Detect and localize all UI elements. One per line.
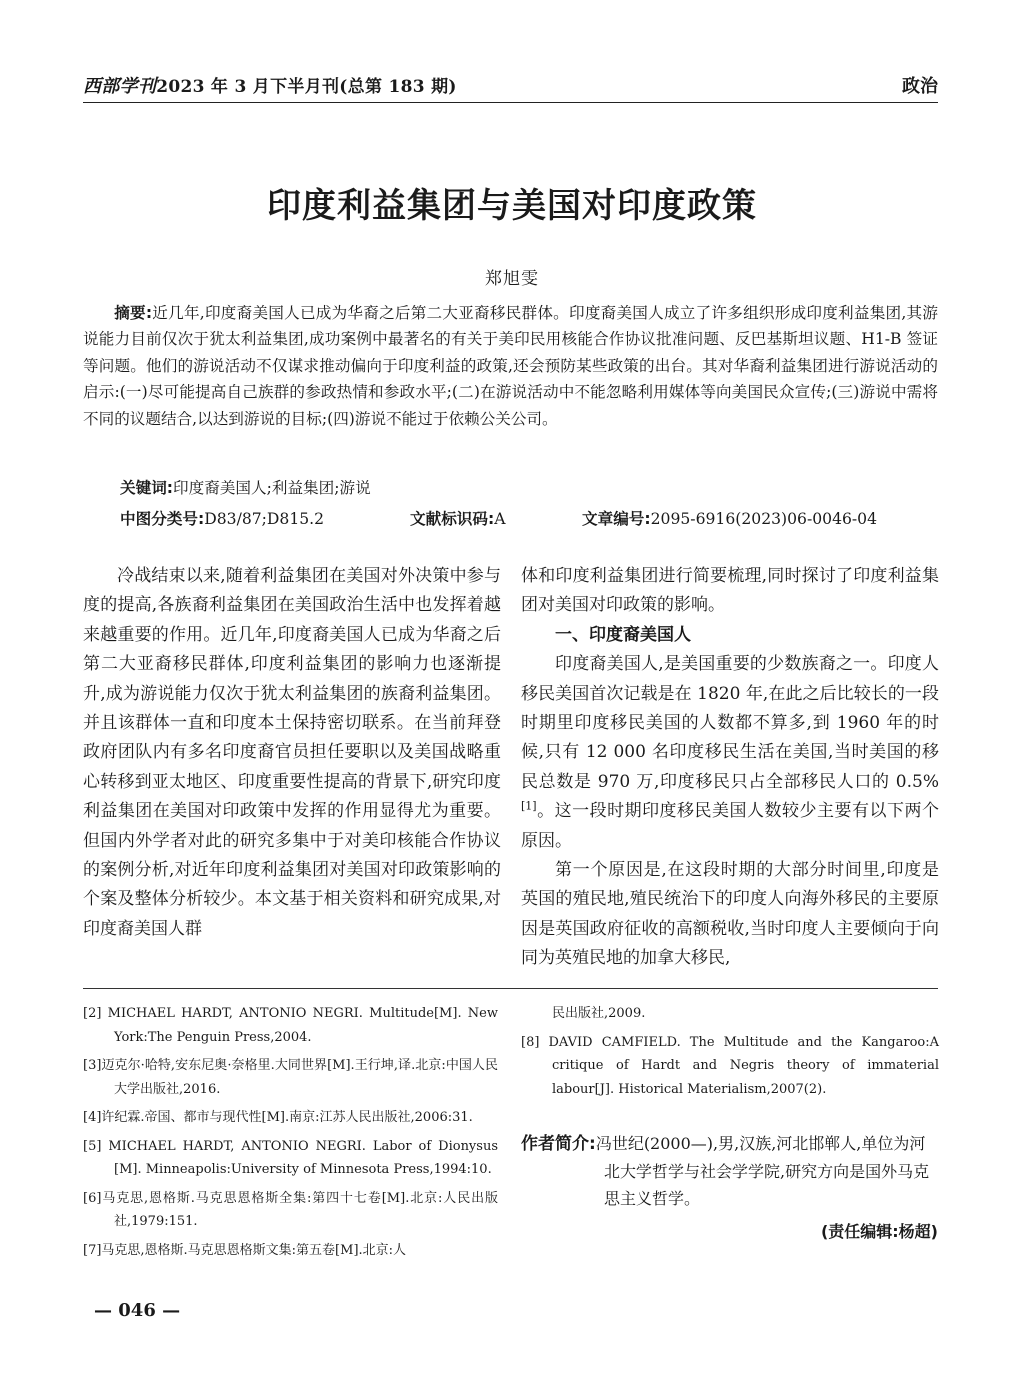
body-paragraph: 第一个原因是,在这段时期的大部分时间里,印度是英国的殖民地,殖民统治下的印度人向海外移民的主要原因是英国政府征收的高额税收,当时印度人主要倾向于向同为英殖民地的加拿大移民,: [521, 860, 939, 969]
page-number: — 046 —: [94, 1300, 181, 1321]
responsible-editor: (责任编辑:杨超): [820, 1222, 938, 1241]
issue-info: 2023 年 3 月下半月刊(总第 183 期): [156, 77, 457, 97]
document-code: [410, 507, 505, 529]
paragraph-text-end: 。这一段时期印度移民美国人数较少主要有以下两个原因。: [521, 801, 939, 851]
header-rule: [83, 102, 938, 103]
abstract-text: 近几年,印度裔美国人已成为华裔之后第二大亚裔移民群体。印度裔美国人成立了许多组织形成印度利益集团,其游说能力目前仅次于犹太利益集团,成功案例中最著名的有关于美印民用核能合作协议批准问题、反巴基斯坦议题、H1-B 签证等问题。他们的游说活动不仅谋求推动偏向于印度利益的政策,还会预防某些政策的出台。其对华裔利益集团进行游说活动的启示:(一)尽可能提高自己族群的参政热情和参政水平;(二)在游说活动中不能忽略利用媒体等向美国民众宣传;(三)游说中需将不同的议题结合,以达到游说的目标;(四)游说不能过于依赖公关公司。: [83, 304, 938, 428]
section-label: 政治: [902, 76, 938, 97]
reference-item: [2] MICHAEL HARDT, ANTONIO NEGRI. Multitude[M]. New York:The Penguin Press,2004.: [83, 1006, 498, 1045]
article-title: 印度利益集团与美国对印度政策: [267, 186, 757, 226]
reference-item: [8] DAVID CAMFIELD. The Multitude and the Kangaroo:A critique of Hardt and Negris theory of immaterial labour[J]. Historical Materialism,2007(2).: [521, 1034, 939, 1097]
abstract: [83, 300, 938, 432]
references-left: [83, 1002, 498, 1267]
clc-label: 中图分类号:: [120, 510, 205, 528]
journal-issue: [83, 72, 457, 98]
body-paragraph: [521, 650, 939, 856]
reference-continuation: 民出版社,2009.: [552, 1006, 646, 1021]
running-header: [83, 72, 938, 98]
doc-value: A: [494, 510, 506, 528]
keywords-text: 印度裔美国人;利益集团;游说: [173, 479, 371, 497]
reference-item: [6]马克思,恩格斯.马克思恩格斯全集:第四十七卷[M].北京:人民出版社,1979:151.: [83, 1190, 498, 1229]
reference-item: [3]迈克尔·哈特,安东尼奥·奈格里.大同世界[M].王行坤,译.北京:中国人民大学出版社,2016.: [83, 1058, 498, 1097]
paragraph-text: 印度裔美国人,是美国重要的少数族裔之一。印度人移民美国首次记载是在 1820 年,在此之后比较长的一段时期里印度移民美国的人数都不算多,到 1960 年的时候,只有 12 000 名印度移民生活在美国,当时美国的移民总数是 970 万,印度移民只占全部移民人口的 0.5%: [521, 654, 939, 792]
article-label: 文章编号:: [582, 510, 651, 528]
section-heading: 一、印度裔美国人: [555, 624, 691, 645]
reference-item: [7]马克思,恩格斯.马克思恩格斯文集:第五卷[M].北京:人: [83, 1242, 407, 1258]
article-number: [582, 507, 877, 529]
clc-number: [120, 507, 324, 529]
article-value: 2095-6916(2023)06-0046-04: [650, 510, 878, 528]
body-column-right: [521, 562, 939, 974]
author-bio-label: 作者简介:: [521, 1134, 596, 1154]
body-paragraph: 冷战结束以来,随着利益集团在美国对外决策中参与度的提高,各族裔利益集团在美国政治生活中也发挥着越来越重要的作用。近几年,印度裔美国人已成为华裔之后第二大亚裔移民群体,印度利益集团的影响力也逐渐提升,成为游说能力仅次于犹太利益集团的族裔利益集团。并且该群体一直和印度本土保持密切联系。在当前拜登政府团队内有多名印度裔官员担任要职以及美国战略重心转移到亚太地区、印度重要性提高的背景下,研究印度利益集团在美国对印政策中发挥的作用显得尤为重要。但国内外学者对此的研究多集中于对美印核能合作协议的案例分析,对近年印度利益集团对美国对印政策影响的个案及整体分析较少。本文基于相关资料和研究成果,对印度裔美国人群: [83, 566, 501, 939]
clc-value: D83/87;D815.2: [204, 510, 325, 528]
citation-marker: [1]: [521, 799, 537, 813]
journal-logo: 西部学刊: [83, 76, 157, 97]
author-name: 郑旭雯: [485, 269, 539, 289]
author-bio-text: 冯世纪(2000—),男,汉族,河北邯郸人,单位为河北大学哲学与社会学学院,研究方向是国外马克思主义哲学。: [595, 1134, 930, 1208]
body-column-left: [83, 562, 501, 944]
body-paragraph-continued: 体和印度利益集团进行简要梳理,同时探讨了印度利益集团对美国对印政策的影响。: [521, 566, 939, 616]
references-right: [521, 1002, 939, 1106]
reference-item: [5] MICHAEL HARDT, ANTONIO NEGRI. Labor of Dionysus [M]. Minneapolis:University of Minnesota Press,1994:10.: [83, 1138, 498, 1177]
author-bio: [521, 1130, 939, 1212]
abstract-label: 摘要:: [114, 304, 153, 322]
reference-item: [4]许纪霖.帝国、都市与现代性[M].南京:江苏人民出版社,2006:31.: [83, 1110, 473, 1125]
keywords-label: 关键词:: [120, 479, 174, 497]
keywords: [120, 476, 371, 498]
footnote-rule: [83, 988, 938, 989]
doc-label: 文献标识码:: [410, 510, 495, 528]
